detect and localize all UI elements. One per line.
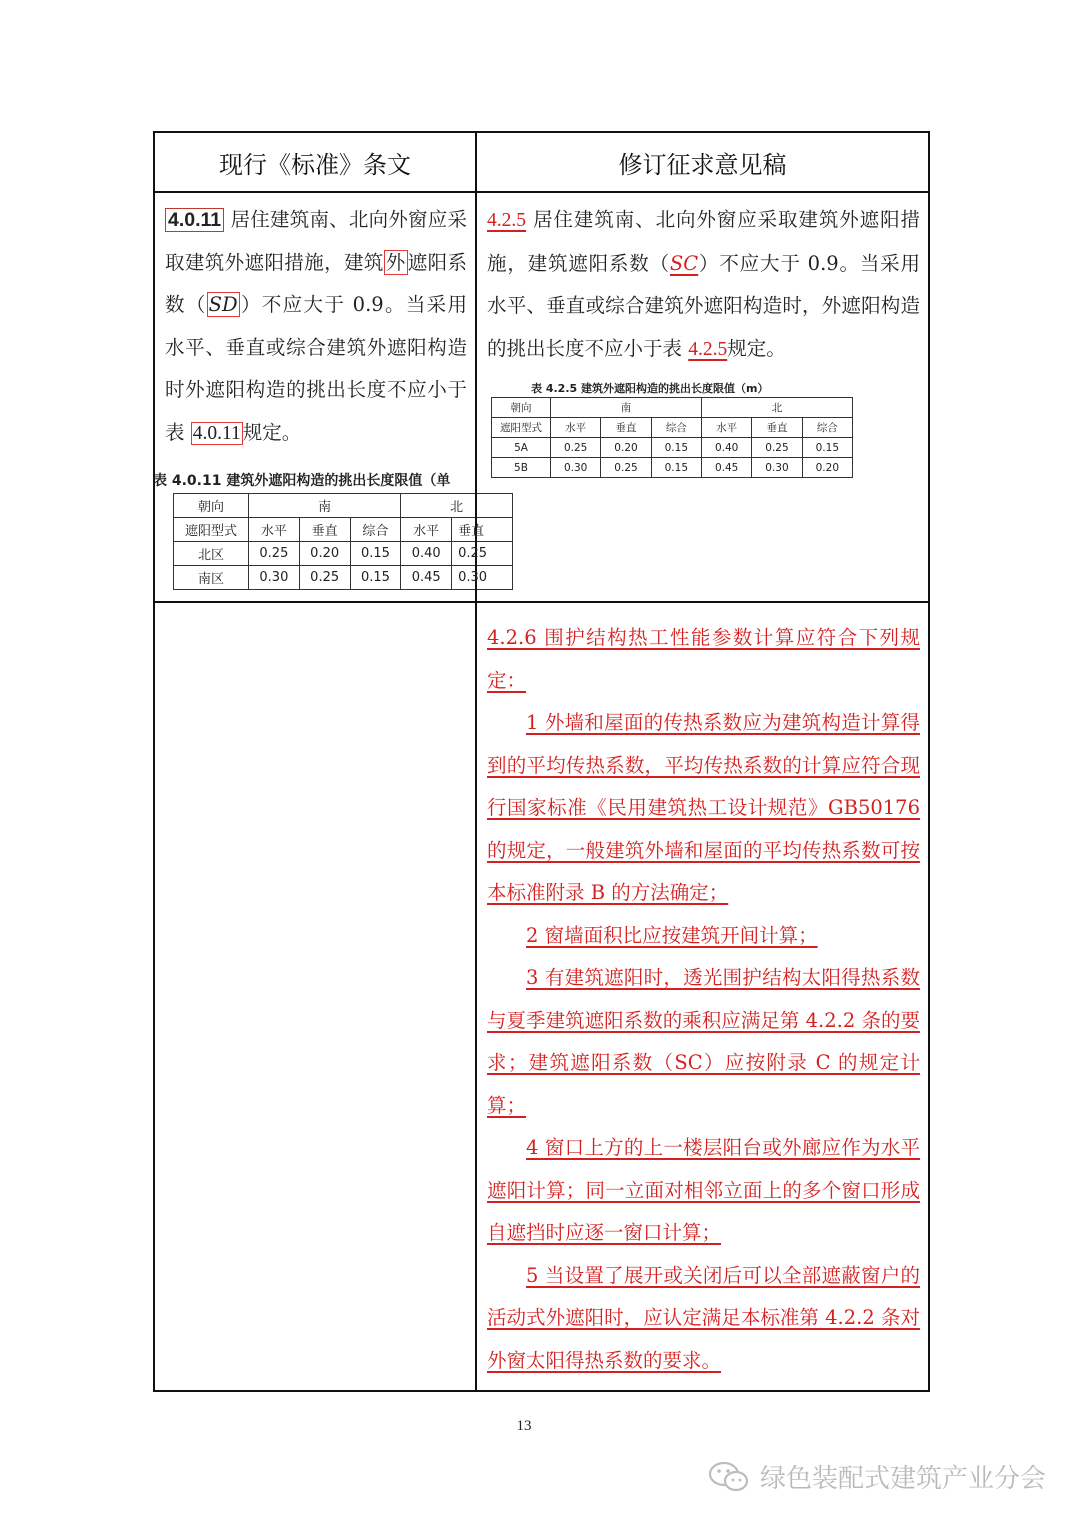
table-cell: 0.25 bbox=[601, 458, 651, 478]
table-cell: 水平 bbox=[249, 518, 300, 542]
table-cell: 0.25 bbox=[299, 566, 350, 590]
current-clause-number: 4.0.11 bbox=[165, 208, 224, 232]
table-cell: 0.15 bbox=[651, 438, 701, 458]
table-header-south: 南 bbox=[249, 494, 401, 518]
table-cell: 遮阳型式 bbox=[492, 418, 551, 438]
table-cell: 0.15 bbox=[651, 458, 701, 478]
header-current-standard: 现行《标准》条文 bbox=[154, 132, 476, 192]
table-cell: 遮阳型式 bbox=[174, 518, 249, 542]
table-cell: 0.25 bbox=[452, 542, 513, 566]
table-cell: 0.30 bbox=[249, 566, 300, 590]
sc-symbol: SC bbox=[669, 251, 699, 275]
table-header-orientation: 朝向 bbox=[492, 398, 551, 418]
wechat-icon bbox=[708, 1460, 750, 1494]
current-text-d: 规定。 bbox=[242, 420, 302, 444]
current-empty-cell bbox=[154, 602, 476, 1391]
current-text-b: 遮阳系数（ bbox=[165, 250, 467, 316]
table-cell: 0.20 bbox=[802, 458, 852, 478]
table-cell: 北区 bbox=[174, 542, 249, 566]
clause-item-1: 1 外墙和屋面的传热系数应为建筑构造计算得到的平均传热系数，平均传热系数的计算应符合现行国家标准《民用建筑热工设计规范》GB50176 的规定，一般建筑外墙和屋面的平均传热系数可按本标准附录 B 的方法确定； bbox=[487, 711, 920, 904]
current-table-caption: 表 4.0.11 建筑外遮阳构造的挑出长度限值（单 bbox=[153, 473, 451, 489]
comparison-table bbox=[153, 131, 930, 1392]
current-clause-cell bbox=[153, 192, 488, 602]
table-cell: 0.25 bbox=[249, 542, 300, 566]
table-row bbox=[492, 438, 853, 458]
clause-4-2-6-heading: 4.2.6 围护结构热工性能参数计算应符合下列规定： bbox=[487, 626, 920, 692]
table-cell: 0.30 bbox=[752, 458, 802, 478]
revised-text-a: 居住建筑南、北向外窗应采取建筑外遮阳措施，建筑遮阳系数（ bbox=[487, 208, 920, 275]
table-cell: 垂直 bbox=[299, 518, 350, 542]
table-header-orientation: 朝向 bbox=[174, 494, 249, 518]
table-cell: 0.20 bbox=[601, 438, 651, 458]
table-cell: 5B bbox=[492, 458, 551, 478]
table-cell: 0.30 bbox=[551, 458, 601, 478]
revised-ref-number: 4.2.5 bbox=[688, 338, 728, 360]
table-cell: 0.15 bbox=[802, 438, 852, 458]
table-cell: 水平 bbox=[551, 418, 601, 438]
revised-clause-cell bbox=[476, 192, 929, 602]
table-cell: 0.25 bbox=[752, 438, 802, 458]
table-cell: 综合 bbox=[802, 418, 852, 438]
table-cell: 垂直 bbox=[601, 418, 651, 438]
revised-table-caption: 表 4.2.5 建筑外遮阳构造的挑出长度限值（m） bbox=[531, 382, 769, 395]
table-cell: 垂直 bbox=[452, 518, 513, 542]
table-cell: 0.25 bbox=[551, 438, 601, 458]
table-cell: 0.45 bbox=[401, 566, 452, 590]
table-cell: 0.15 bbox=[350, 566, 401, 590]
table-cell: 0.20 bbox=[299, 542, 350, 566]
current-ref-number: 4.0.11 bbox=[192, 422, 241, 444]
table-cell: 0.45 bbox=[701, 458, 751, 478]
table-cell: 0.15 bbox=[350, 542, 401, 566]
current-clause-text bbox=[155, 193, 475, 463]
clause-item-4: 4 窗口上方的上一楼层阳台或外廊应作为水平遮阳计算；同一立面对相邻立面上的多个窗口形成自遮挡时应逐一窗口计算； bbox=[487, 1136, 920, 1244]
revised-text-b: ）不应大于 0.9。当采用水平、垂直或综合建筑外遮阳构造时，外遮阳构造的挑出长度不应小于表 bbox=[487, 251, 920, 360]
table-row bbox=[492, 458, 853, 478]
clause-item-3: 3 有建筑遮阳时，透光围护结构太阳得热系数与夏季建筑遮阳系数的乘积应满足第 4.2.2 条的要求；建筑遮阳系数（SC）应按附录 C 的规定计算； bbox=[487, 966, 920, 1117]
table-row bbox=[174, 542, 513, 566]
clause-item-2: 2 窗墙面积比应按建筑开间计算； bbox=[526, 923, 818, 947]
revised-clause-text bbox=[477, 193, 928, 379]
table-cell: 0.40 bbox=[401, 542, 452, 566]
table-cell: 综合 bbox=[651, 418, 701, 438]
header-revised-draft: 修订征求意见稿 bbox=[476, 132, 929, 192]
revised-text-c: 规定。 bbox=[727, 336, 786, 360]
watermark-text: 绿色装配式建筑产业分会 bbox=[759, 1464, 1046, 1494]
table-cell: 5A bbox=[492, 438, 551, 458]
table-header-north: 北 bbox=[701, 398, 852, 418]
table-cell: 0.40 bbox=[701, 438, 751, 458]
table-row bbox=[174, 566, 513, 590]
table-cell: 0.30 bbox=[452, 566, 513, 590]
revised-new-clause-text bbox=[477, 603, 928, 1390]
revised-clause-number: 4.2.5 bbox=[487, 210, 526, 231]
page-number: 13 bbox=[516, 1418, 532, 1434]
table-cell: 垂直 bbox=[752, 418, 802, 438]
table-cell: 南区 bbox=[174, 566, 249, 590]
clause-item-5: 5 当设置了展开或关闭后可以全部遮蔽窗户的活动式外遮阳时，应认定满足本标准第 4.2.2 条对外窗太阳得热系数的要求。 bbox=[487, 1263, 920, 1372]
current-text-a: 居住建筑南、北向外窗应采取建筑外遮阳措施，建筑 bbox=[165, 208, 467, 274]
table-cell: 综合 bbox=[350, 518, 401, 542]
revised-new-clause-cell bbox=[476, 602, 929, 1391]
table-header-north: 北 bbox=[401, 494, 513, 518]
current-text-c: ）不应大于 0.9。当采用水平、垂直或综合建筑外遮阳构造时外遮阳构造的挑出长度不应小于表 bbox=[165, 293, 467, 444]
table-cell: 水平 bbox=[701, 418, 751, 438]
revised-overhang-table bbox=[491, 397, 853, 478]
table-header-south: 南 bbox=[551, 398, 702, 418]
current-overhang-table bbox=[173, 493, 513, 590]
sd-symbol: SD bbox=[208, 293, 238, 316]
current-table-clip bbox=[173, 493, 488, 590]
table-cell: 水平 bbox=[401, 518, 452, 542]
watermark bbox=[708, 1458, 1046, 1495]
boxed-char: 外 bbox=[385, 250, 406, 274]
